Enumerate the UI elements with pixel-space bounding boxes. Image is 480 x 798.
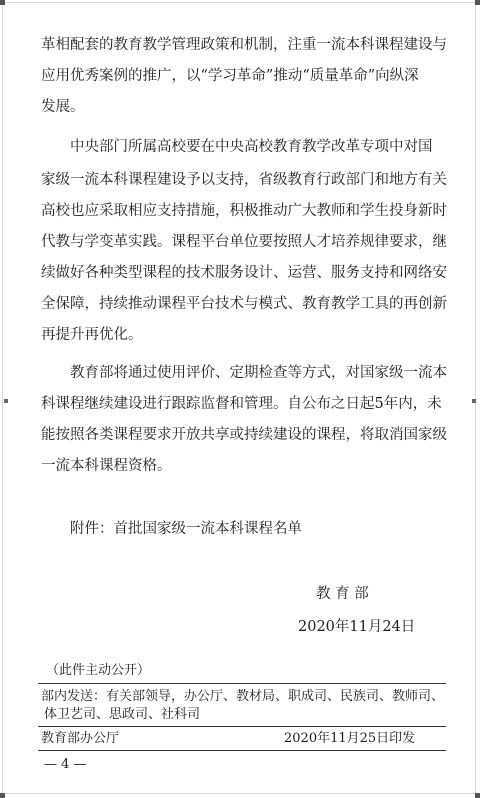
crop-mark-top-right xyxy=(475,0,480,5)
para2-line-1: 中央部门所属高校要在中央高校教育教学改革专项中对国 xyxy=(70,139,433,155)
para3-line-2: 科课程继续建设进行跟踪监督和管理。自公布之日起5年内，未 xyxy=(41,396,442,412)
para1-line-2: 应用优秀案例的推广，以“学习革命”推动“质量革命”向纵深 xyxy=(41,68,419,84)
crop-mark-bottom-left xyxy=(0,793,5,798)
para3-line-1: 教育部将通过使用评价、定期检查等方式，对国家级一流本 xyxy=(70,365,447,381)
margin-mark-left xyxy=(4,399,8,403)
para1-line-1: 革相配套的教育教学管理政策和机制，注重一流本科课程建设与 xyxy=(41,37,447,53)
public-note: （此件主动公开） xyxy=(46,663,151,678)
print-date: 2020年11月25日印发 xyxy=(284,731,416,746)
footer-rule-top xyxy=(38,683,446,684)
footer-rule-middle xyxy=(38,726,446,727)
para2-line-3: 高校也应采取相应支持措施，积极推动广大教师和学生投身新时 xyxy=(41,203,447,219)
para2-line-7: 再提升再优化。 xyxy=(41,327,143,343)
para2-line-4: 代教与学变革实践。课程平台单位要按照人才培养规律要求，继 xyxy=(41,234,447,250)
issue-date: 2020年11月24日 xyxy=(298,619,416,635)
margin-mark-right xyxy=(472,399,476,403)
para2-line-6: 全保障，持续推动课程平台技术与模式、教育教学工具的再创新 xyxy=(41,296,447,312)
office-name: 教育部办公厅 xyxy=(41,731,120,746)
para1-line-3: 发展。 xyxy=(41,99,85,115)
para2-line-2: 家级一流本科课程建设予以支持，省级教育行政部门和地方有关 xyxy=(41,172,447,188)
cc-recipients-2: 体卫艺司、思政司、社科司 xyxy=(44,707,201,722)
crop-mark-bottom-right xyxy=(475,793,480,798)
para2-line-5: 续做好各种类型课程的技术服务设计、运营、服务支持和网络安 xyxy=(41,265,447,281)
para3-line-4: 一流本科课程资格。 xyxy=(41,458,172,474)
para3-line-3: 能按照各类课程要求开放共享或持续建设的课程，将取消国家级 xyxy=(41,427,447,443)
issuer-name: 教 育 部 xyxy=(316,586,369,602)
footer-rule-bottom xyxy=(38,750,446,751)
crop-mark-top-left xyxy=(0,0,5,5)
page-number: — 4 — xyxy=(44,757,87,772)
attachment-text: 附件：首批国家级一流本科课程名单 xyxy=(70,521,302,537)
cc-recipients-1: 部内发送：有关部领导，办公厅、教材局、职成司、民族司、教师司、 xyxy=(41,689,445,704)
